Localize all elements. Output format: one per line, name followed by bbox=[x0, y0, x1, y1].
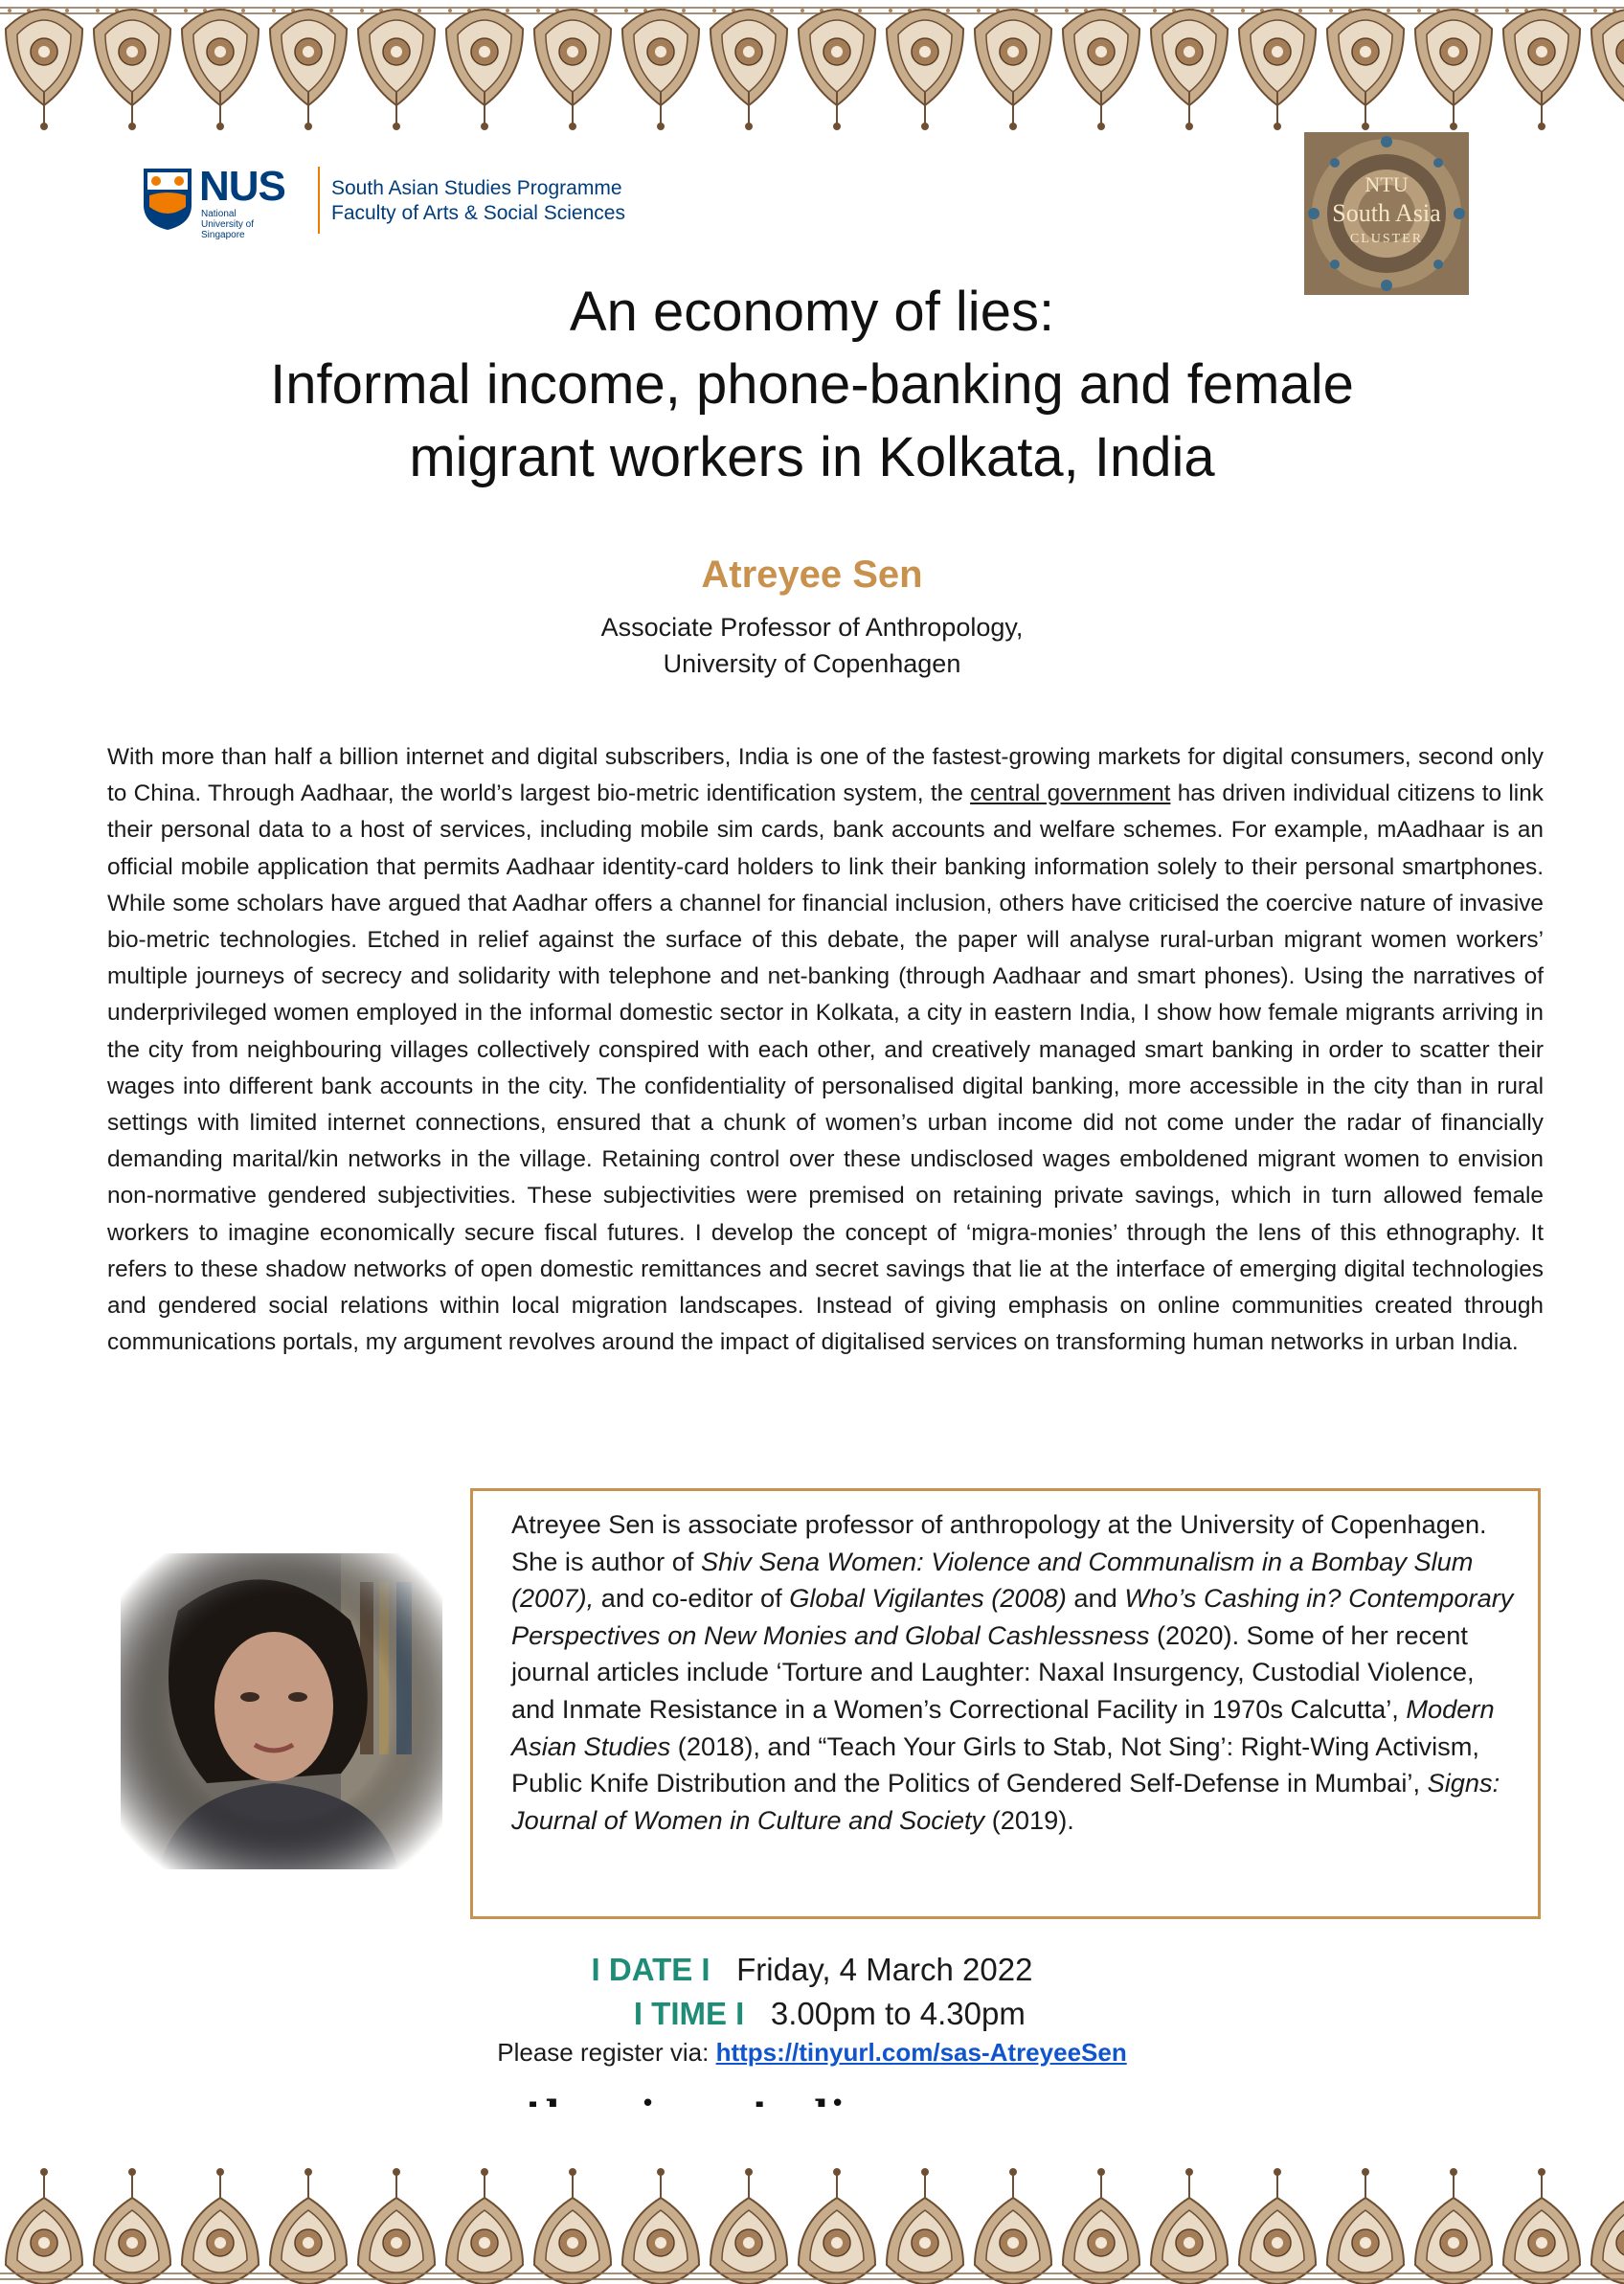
date-value: Friday, 4 March 2022 bbox=[736, 1952, 1033, 1987]
central-government-link[interactable]: central government bbox=[970, 780, 1171, 807]
logo-divider bbox=[318, 167, 320, 234]
nus-subtext: National University of Singapore bbox=[201, 209, 255, 240]
speaker-bio: Atreyee Sen is associate professor of anthropology at the University of Copenhagen. She is author of Shiv Sena Women: Violence and Communalism in a Bombay Slum (2007), and co-editor of Global Vigilantes (2008) and Who’s Cashing in? Contemporary Perspectives on New Monies and Global Cashlessness (2020). Some of her recent journal articles include ‘Torture and Laughter: Naxal Insurgency, Custodial Violence, and Inmate Resistance in a Women’s Correctional Facility in 1970s Calcutta’, Modern Asian Studies (2018), and “Teach Your Girls to Stab, Not Sing’: Right-Wing Activism, Public Knife Distribution and the Politics of Gendered Self-Defense in Mumbai’, Signs: Journal of Women in Culture and Society (2019). bbox=[511, 1509, 1514, 1835]
time-value: 3.00pm to 4.30pm bbox=[770, 1996, 1026, 2031]
nus-crest-icon bbox=[142, 167, 193, 232]
speaker-name: Atreyee Sen bbox=[701, 554, 923, 596]
speaker-affiliation: Associate Professor of Anthropology, University of Copenhagen bbox=[600, 613, 1024, 678]
registration-line: Please register via: https://tinyurl.com/sas-AtreyeeSen bbox=[497, 2038, 1127, 2067]
abstract-text: With more than half a billion internet and digital subscribers, India is one of the fastest-growing markets for digital consumers, second only to China. Through Aadhaar, the world’s largest bio-metric identification system, the central government has driven individual citizens to link their personal data to a host of services, including mobile sim cards, bank accounts and welfare schemes. For example, mAadhaar is an official mobile application that permits Aadhaar identity-card holders to link their banking information solely to their personal smartphones. While some scholars have argued that Aadhar offers a channel for financial inclusion, others have criticised the coercive nature of invasive bio-metric technologies. Etched in relief against the surface of this debate, the paper will analyse rural-urban migrant women workers’ multiple journeys of secrecy and solidarity with telephone and net-banking (through Aadhaar and smart phones). Using the narratives of underprivileged women employed in the informal domestic sector in Kolkata, a city in eastern India, I show how female migrants arriving in the city from neighbouring villages collectively conspired with each other, and creatively managed smart banking in order to scatter their wages into different bank accounts in the city. The confidentiality of personalised digital banking, more accessible in the city than in rural settings with limited internet connections, ensured that a chunk of women’s urban income did not come under the radar of financially demanding marital/kin networks in the village. Retaining control over these undisclosed wages emboldened migrant women to envision non-normative gendered subjectivities. These subjectivities were premised on retaining private savings, which in turn allowed female workers to imagine economically secure fiscal futures. I develop the concept of ‘migra-monies’ through the lens of this ethnography. It refers to these shadow networks of open domestic remittances and secret savings that lie at the interface of emerging digital technologies and gendered social relations within local migration landscapes. Instead of giving emphasis on online communities created through communications portals, my argument revolves around the impact of digitalised services on transforming human networks in urban India. bbox=[107, 744, 1544, 1356]
cluster-logo: NTU South Asia CLUSTER bbox=[1304, 132, 1469, 295]
programme-name: South Asian Studies Programme Faculty of Arts & Social Sciences bbox=[331, 177, 625, 224]
bio-box bbox=[470, 1488, 1541, 1919]
decorative-border-top bbox=[0, 0, 1624, 134]
time-label: I TIME I bbox=[633, 1996, 745, 2031]
speaker-photo bbox=[121, 1553, 442, 1869]
date-label: I DATE I bbox=[591, 1952, 710, 1987]
decorative-border-bottom bbox=[0, 2107, 1624, 2284]
event-date bbox=[0, 1952, 1624, 1988]
event-title: An economy of lies: Informal income, phone-banking and female migrant workers in Kolkata, India bbox=[270, 281, 1354, 488]
registration-link[interactable]: https://tinyurl.com/sas-AtreyeeSen bbox=[715, 2038, 1127, 2067]
nus-wordmark: NUS bbox=[199, 163, 285, 210]
event-time bbox=[0, 1996, 1624, 2032]
nus-logo bbox=[142, 163, 659, 239]
